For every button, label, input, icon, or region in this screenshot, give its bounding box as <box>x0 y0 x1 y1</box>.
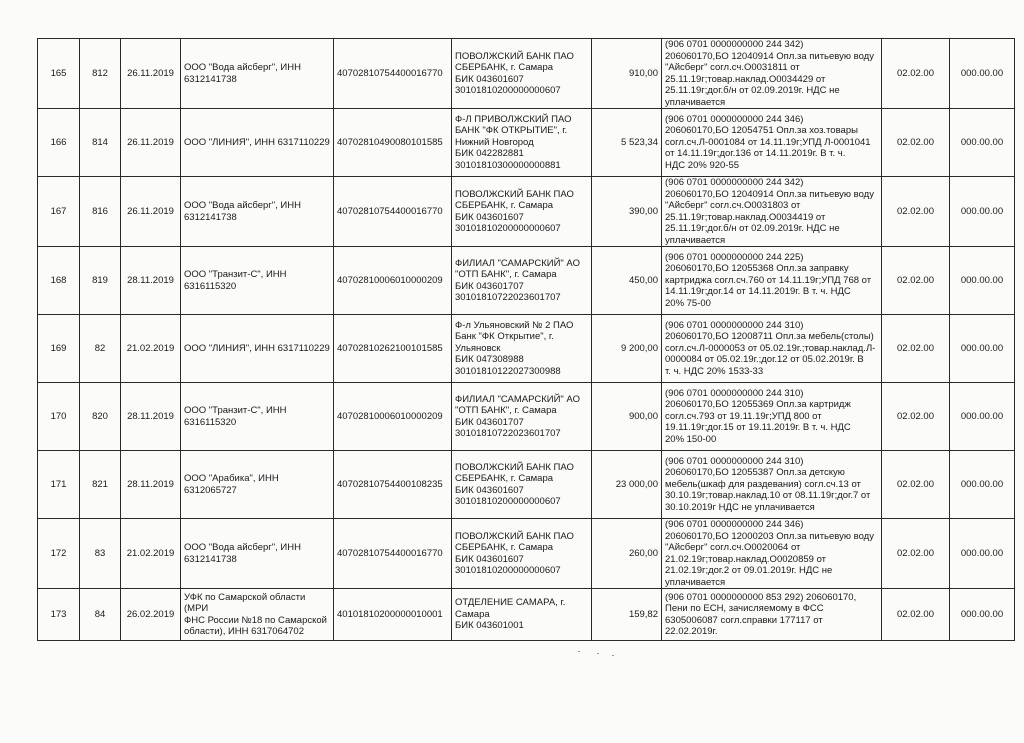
table-row <box>38 39 1015 109</box>
code-secondary: 000.00.00 <box>950 519 1015 589</box>
table-row <box>38 589 1015 641</box>
payment-date: 26.11.2019 <box>121 109 181 177</box>
payment-amount: 159,82 <box>592 589 662 641</box>
code-primary: 02.02.00 <box>882 383 950 451</box>
payment-purpose: (906 0701 0000000000 853 292) 206060170, Пени по ЕСН, зачисляемому в ФСС 6305006087 согл.справки 177117 от 22.02.2019г. <box>662 589 882 641</box>
recipient-name: ООО "Арабика", ИНН 6312065727 <box>181 451 334 519</box>
payment-date: 21.02.2019 <box>121 315 181 383</box>
code-secondary: 000.00.00 <box>950 39 1015 109</box>
document-number: 821 <box>80 451 121 519</box>
code-primary: 02.02.00 <box>882 177 950 247</box>
recipient-bank: ПОВОЛЖСКИЙ БАНК ПАО СБЕРБАНК, г. Самара БИК 043601607 30101810200000000607 <box>452 39 592 109</box>
payment-purpose: (906 0701 0000000000 244 346) 206060170,БО 12054751 Опл.за хоз.товары согл.сч.Л-0001084 от 14.11.19г;УПД Л-0001041 от 14.11.19г;дог.136 от 14.11.2019г. В т. ч. НДС 20% 920-55 <box>662 109 882 177</box>
code-primary: 02.02.00 <box>882 589 950 641</box>
recipient-account: 40101810200000010001 <box>334 589 452 641</box>
recipient-bank: Ф-л Ульяновский № 2 ПАО Банк "ФК Открытие", г. Ульяновск БИК 047308988 30101810122027300988 <box>452 315 592 383</box>
payment-purpose: (906 0701 0000000000 244 342) 206060170,БО 12040914 Опл.за питьевую воду "Айсберг" согл.сч.О0031811 от 25.11.19г;товар.наклад.О0034429 от 25.11.19г;дог.б/н от 02.09.2019г. НДС не уплачивается <box>662 39 882 109</box>
document-number: 816 <box>80 177 121 247</box>
row-number: 166 <box>38 109 80 177</box>
payment-date: 26.11.2019 <box>121 39 181 109</box>
code-primary: 02.02.00 <box>882 247 950 315</box>
code-secondary: 000.00.00 <box>950 383 1015 451</box>
payment-purpose: (906 0701 0000000000 244 342) 206060170,БО 12040914 Опл.за питьевую воду "Айсберг" согл.сч.О0031803 от 25.11.19г;товар.наклад.О0034419 от 25.11.19г;дог.б/н от 02.09.2019г. НДС не уплачивается <box>662 177 882 247</box>
code-primary: 02.02.00 <box>882 519 950 589</box>
scan-speck <box>612 655 614 656</box>
document-number: 83 <box>80 519 121 589</box>
code-secondary: 000.00.00 <box>950 109 1015 177</box>
row-number: 169 <box>38 315 80 383</box>
payment-date: 28.11.2019 <box>121 451 181 519</box>
recipient-name: ООО "Транзит-С", ИНН 6316115320 <box>181 383 334 451</box>
document-number: 812 <box>80 39 121 109</box>
payments-table <box>37 38 1015 641</box>
payment-amount: 450,00 <box>592 247 662 315</box>
recipient-name: ООО "ЛИНИЯ", ИНН 6317110229 <box>181 315 334 383</box>
code-primary: 02.02.00 <box>882 451 950 519</box>
code-primary: 02.02.00 <box>882 109 950 177</box>
table-row <box>38 451 1015 519</box>
payment-amount: 910,00 <box>592 39 662 109</box>
payment-purpose: (906 0701 0000000000 244 225) 206060170,БО 12055368 Опл.за заправку картриджа согл.сч.760 от 14.11.19г;УПД 768 от 14.11.19г;дог.14 от 14.11.2019г. В т. ч. НДС 20% 75-00 <box>662 247 882 315</box>
recipient-name: ООО "Вода айсберг", ИНН 6312141738 <box>181 177 334 247</box>
table-row <box>38 177 1015 247</box>
code-secondary: 000.00.00 <box>950 247 1015 315</box>
document-number: 820 <box>80 383 121 451</box>
document-number: 82 <box>80 315 121 383</box>
row-number: 165 <box>38 39 80 109</box>
table-row <box>38 247 1015 315</box>
code-secondary: 000.00.00 <box>950 589 1015 641</box>
payment-amount: 900,00 <box>592 383 662 451</box>
recipient-account: 40702810262100101585 <box>334 315 452 383</box>
document-number: 84 <box>80 589 121 641</box>
table-body <box>38 39 1015 641</box>
row-number: 171 <box>38 451 80 519</box>
code-secondary: 000.00.00 <box>950 177 1015 247</box>
payment-amount: 9 200,00 <box>592 315 662 383</box>
recipient-name: ООО "ЛИНИЯ", ИНН 6317110229 <box>181 109 334 177</box>
row-number: 167 <box>38 177 80 247</box>
scan-speck <box>597 653 599 654</box>
recipient-bank: ПОВОЛЖСКИЙ БАНК ПАО СБЕРБАНК, г. Самара БИК 043601607 30101810200000000607 <box>452 451 592 519</box>
recipient-name: ООО "Вода айсберг", ИНН 6312141738 <box>181 519 334 589</box>
recipient-account: 40702810490080101585 <box>334 109 452 177</box>
recipient-bank: ПОВОЛЖСКИЙ БАНК ПАО СБЕРБАНК, г. Самара БИК 043601607 30101810200000000607 <box>452 519 592 589</box>
code-primary: 02.02.00 <box>882 39 950 109</box>
payment-amount: 260,00 <box>592 519 662 589</box>
recipient-name: ООО "Транзит-С", ИНН 6316115320 <box>181 247 334 315</box>
recipient-account: 40702810754400016770 <box>334 39 452 109</box>
recipient-account: 40702810754400016770 <box>334 177 452 247</box>
payment-amount: 5 523,34 <box>592 109 662 177</box>
recipient-account: 40702810006010000209 <box>334 247 452 315</box>
recipient-account: 40702810754400016770 <box>334 519 452 589</box>
payment-amount: 390,00 <box>592 177 662 247</box>
payment-date: 28.11.2019 <box>121 247 181 315</box>
recipient-name: УФК по Самарской области (МРИ ФНС России №18 по Самарской области), ИНН 6317064702 <box>181 589 334 641</box>
payment-purpose: (906 0701 0000000000 244 346) 206060170,БО 12000203 Опл.за питьевую воду "Айсберг" согл.сч.О0020064 от 21.02.19г;товар.наклад.О0020859 от 21.02.19г;дог.2 от 09.01.2019г. НДС не уплачивается <box>662 519 882 589</box>
document-number: 819 <box>80 247 121 315</box>
table-row <box>38 109 1015 177</box>
payment-date: 26.11.2019 <box>121 177 181 247</box>
code-secondary: 000.00.00 <box>950 315 1015 383</box>
document-number: 814 <box>80 109 121 177</box>
payment-purpose: (906 0701 0000000000 244 310) 206060170,БО 12008711 Опл.за мебель(столы) согл.сч.Л-0000053 от 05.02.19г.;товар.наклад.Л- 0000084 от 05.02.19г.;дог.12 от 05.02.2019г. В т. ч. НДС 20% 1533-33 <box>662 315 882 383</box>
recipient-bank: ПОВОЛЖСКИЙ БАНК ПАО СБЕРБАНК, г. Самара БИК 043601607 30101810200000000607 <box>452 177 592 247</box>
recipient-bank: ОТДЕЛЕНИЕ САМАРА, г. Самара БИК 043601001 <box>452 589 592 641</box>
table-row <box>38 383 1015 451</box>
payment-purpose: (906 0701 0000000000 244 310) 206060170,БО 12055387 Опл.за детскую мебель(шкаф для раздевания) согл.сч.13 от 30.10.19г;товар.наклад.10 от 08.11.19г;дог.7 от 30.10.2019г НДС не уплачивается <box>662 451 882 519</box>
recipient-bank: Ф-Л ПРИВОЛЖСКИЙ ПАО БАНК "ФК ОТКРЫТИЕ", г. Нижний Новгород БИК 042282881 30101810300000000881 <box>452 109 592 177</box>
code-secondary: 000.00.00 <box>950 451 1015 519</box>
table-row <box>38 315 1015 383</box>
recipient-bank: ФИЛИАЛ "САМАРСКИЙ" АО "ОТП БАНК", г. Самара БИК 043601707 30101810722023601707 <box>452 247 592 315</box>
row-number: 170 <box>38 383 80 451</box>
payment-amount: 23 000,00 <box>592 451 662 519</box>
scan-speck <box>578 651 580 652</box>
payment-purpose: (906 0701 0000000000 244 310) 206060170,БО 12055369 Опл.за картридж согл.сч.793 от 19.11.19г;УПД 800 от 19.11.19г;дог.15 от 19.11.2019г. В т. ч. НДС 20% 150-00 <box>662 383 882 451</box>
code-primary: 02.02.00 <box>882 315 950 383</box>
payment-date: 21.02.2019 <box>121 519 181 589</box>
row-number: 168 <box>38 247 80 315</box>
recipient-bank: ФИЛИАЛ "САМАРСКИЙ" АО "ОТП БАНК", г. Самара БИК 043601707 30101810722023601707 <box>452 383 592 451</box>
row-number: 173 <box>38 589 80 641</box>
payment-date: 28.11.2019 <box>121 383 181 451</box>
recipient-account: 40702810006010000209 <box>334 383 452 451</box>
row-number: 172 <box>38 519 80 589</box>
recipient-account: 40702810754400108235 <box>334 451 452 519</box>
recipient-name: ООО "Вода айсберг", ИНН 6312141738 <box>181 39 334 109</box>
table-row <box>38 519 1015 589</box>
payment-date: 26.02.2019 <box>121 589 181 641</box>
